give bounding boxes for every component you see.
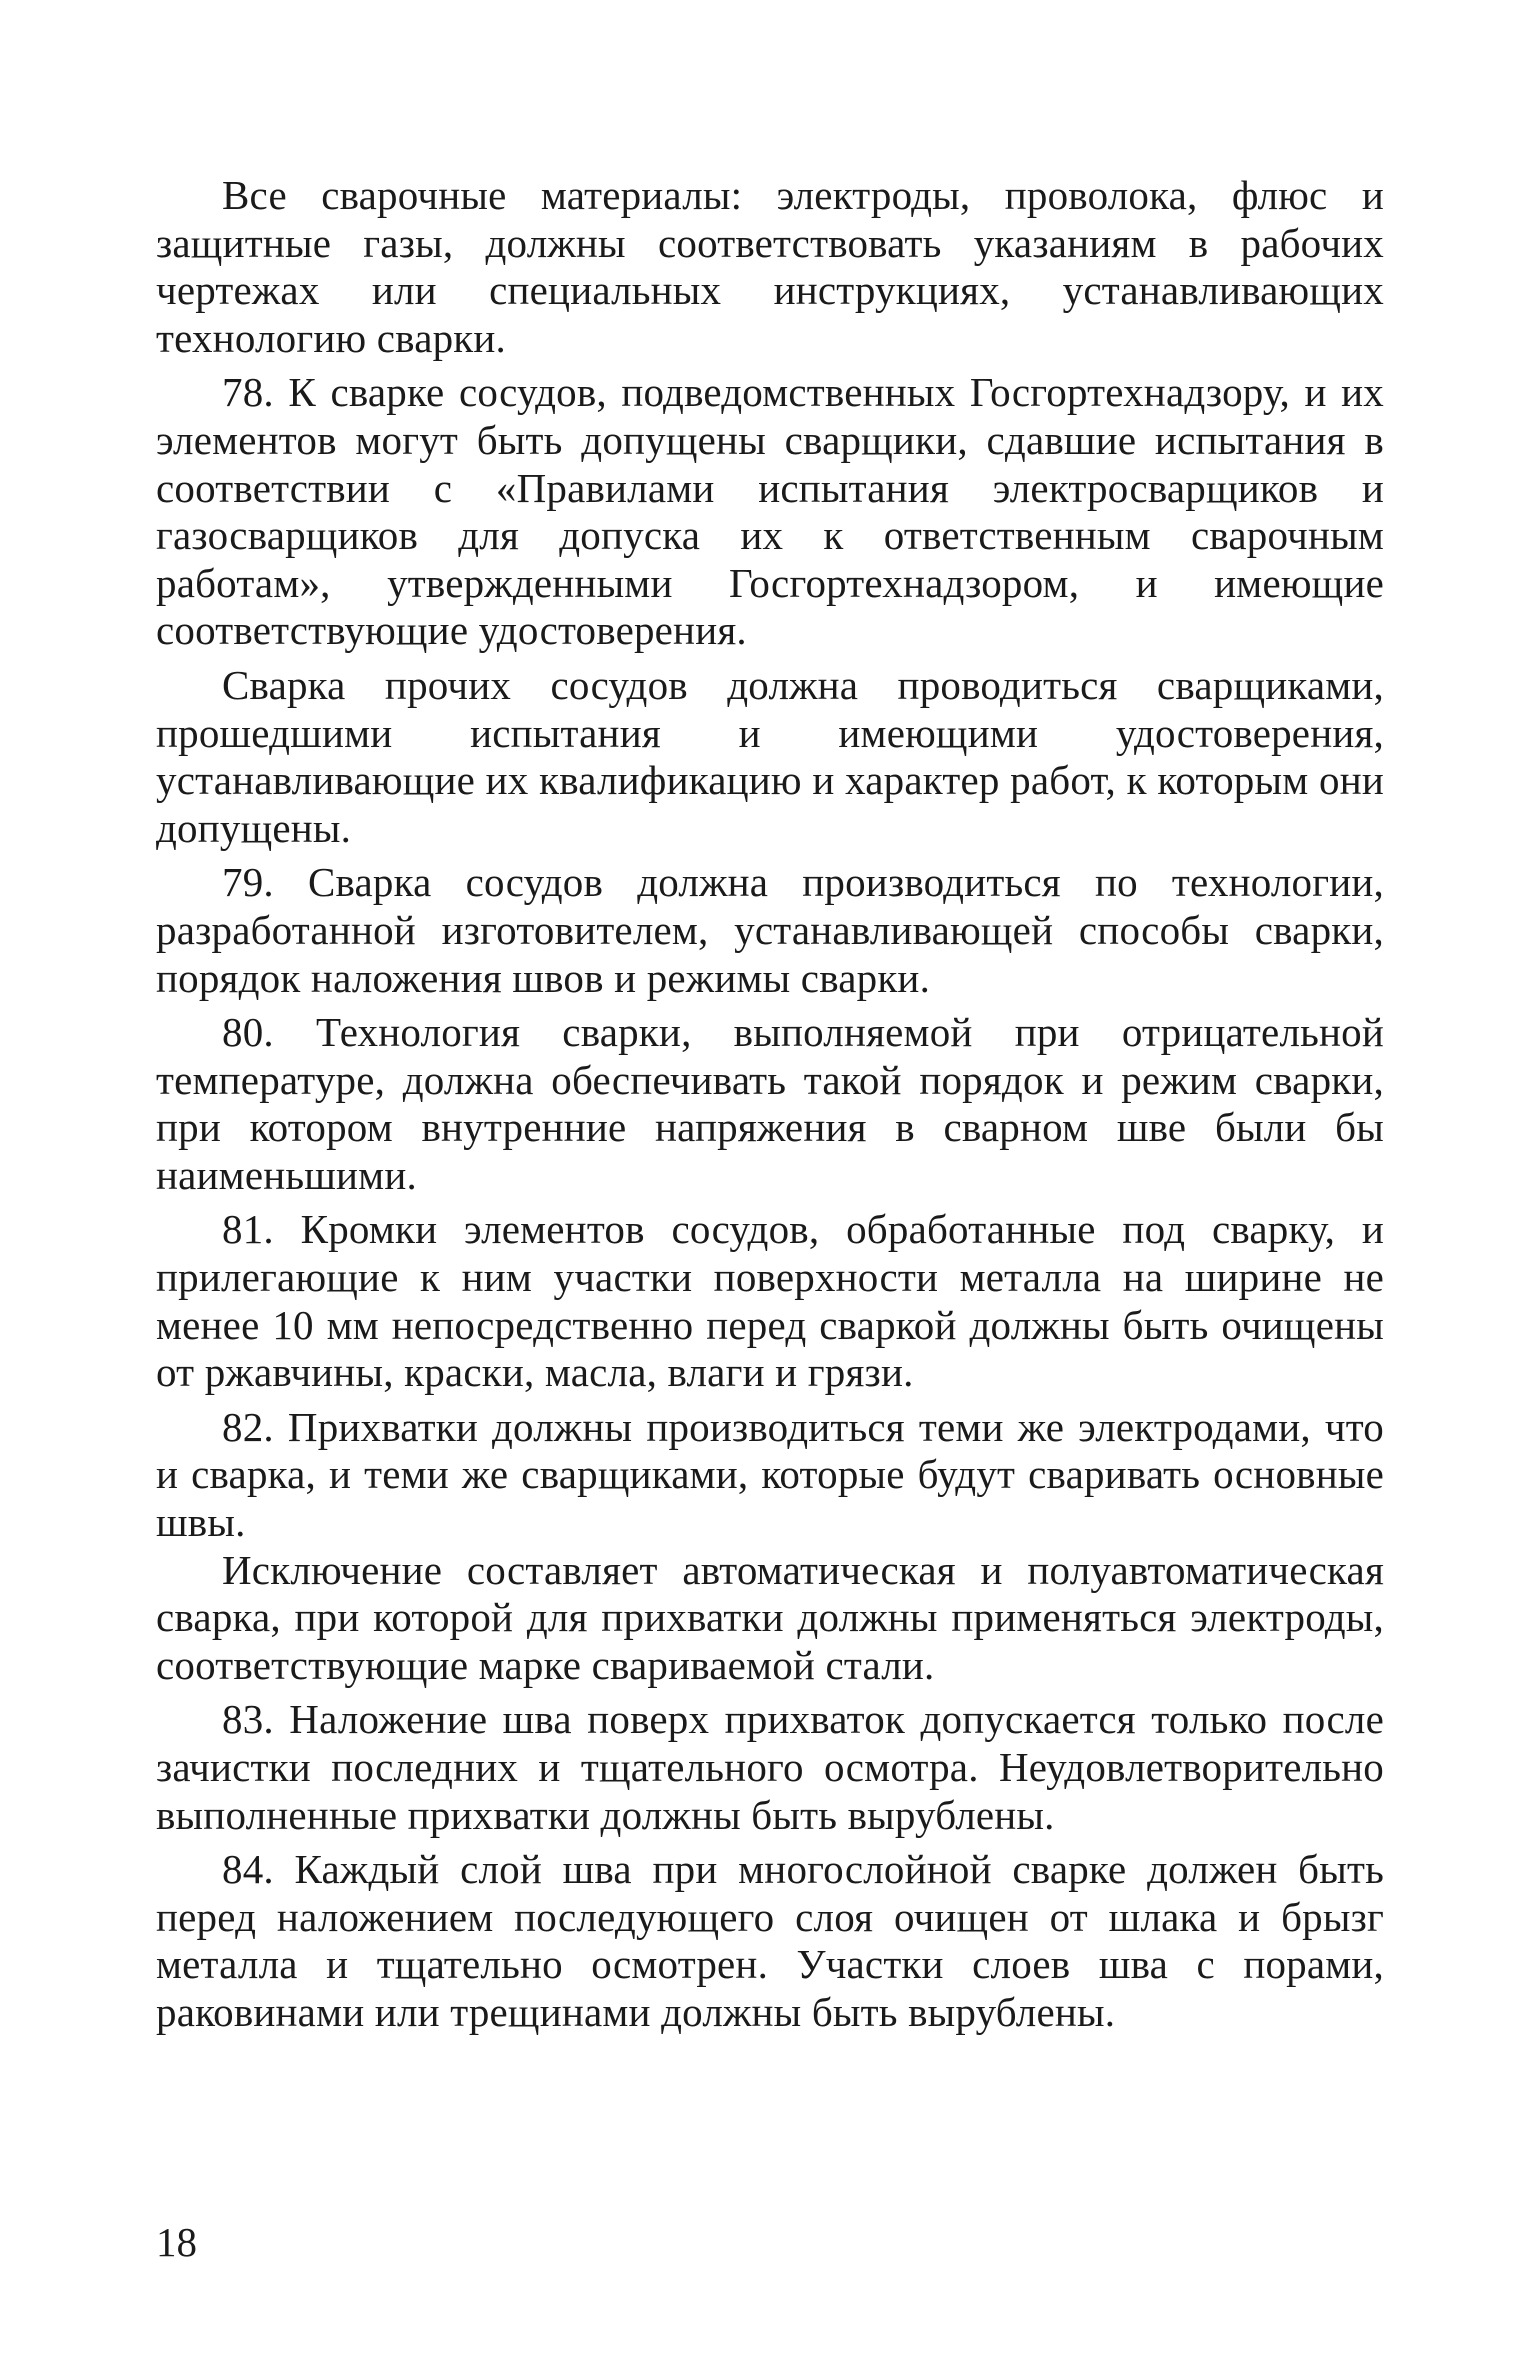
paragraph-other-vessels: Сварка прочих сосудов должна проводиться сварщиками, прошедшими испытания и имеющими удостоверения, устанавливающие их квалификацию и характер работ, к которым они допущены. xyxy=(156,661,1384,851)
paragraph-83: 83. Наложение шва поверх прихваток допускается только после зачистки последних и тщательного осмотра. Неудовлетворительно выполненные прихватки должны быть вырублены. xyxy=(156,1696,1384,1838)
page-number: 18 xyxy=(156,2219,197,2265)
paragraph-exception: Исключение составляет автоматическая и полуавтоматическая сварка, при которой для прихватки должны применяться электроды, соответствующие марке свариваемой стали. xyxy=(156,1546,1384,1688)
paragraph-welding-materials: Все сварочные материалы: электроды, проволока, флюс и защитные газы, должны соответствовать указаниям в рабочих чертежах или специальных инструкциях, устанавливающих технологию сварки. xyxy=(156,172,1384,361)
paragraph-80: 80. Технология сварки, выполняемой при отрицательной температуре, должна обеспечивать такой порядок и режим сварки, при котором внутренние напряжения в сварном шве были бы наименьшими. xyxy=(156,1009,1384,1198)
paragraph-81: 81. Кромки элементов сосудов, обработанные под сварку, и прилегающие к ним участки поверхности металла на ширине не менее 10 мм непосредственно перед сваркой должны быть очищены от ржавчины, краски, масла, влаги и грязи. xyxy=(156,1206,1384,1396)
paragraph-79: 79. Сварка сосудов должна производиться по технологии, разработанной изготовителем, устанавливающей способы сварки, порядок наложения швов и режимы сварки. xyxy=(156,859,1384,1001)
paragraph-78: 78. К сварке сосудов, подведомственных Госгортехнадзору, и их элементов могут быть допущены сварщики, сдавшие испытания в соответствии с «Правилами испытания электросварщиков и газосварщиков для допуска их к ответственным сварочным работам», утвержденными Госгортехнадзором, и имеющие соответствующие удостоверения. xyxy=(156,369,1384,654)
body-text xyxy=(156,172,1384,2044)
paragraph-84: 84. Каждый слой шва при многослойной сварке должен быть перед наложением последующего слоя очищен от шлака и брызг металла и тщательно осмотрен. Участки слоев шва с порами, раковинами или трещинами должны быть вырублены. xyxy=(156,1846,1384,2035)
paragraph-82: 82. Прихватки должны производиться теми же электродами, что и сварка, и теми же сварщиками, которые будут сваривать основные швы. xyxy=(156,1403,1384,1546)
